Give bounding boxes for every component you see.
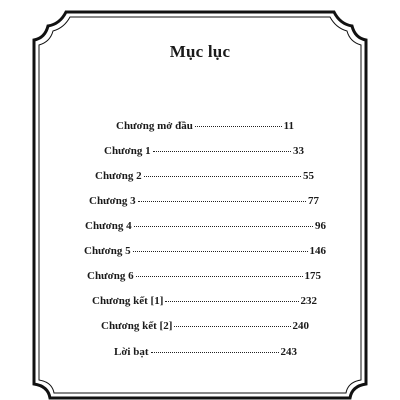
toc-entry-label: Chương mở đầu <box>116 120 193 132</box>
dot-leader <box>174 326 290 327</box>
toc-entry <box>116 120 294 132</box>
toc-entry-page: 240 <box>292 320 309 332</box>
toc-entry <box>104 145 304 157</box>
toc-entry-page: 146 <box>309 245 326 257</box>
toc-entry-page: 11 <box>283 120 294 132</box>
toc-entry-page: 33 <box>293 145 304 157</box>
dot-leader <box>144 176 301 177</box>
toc-entry <box>95 170 314 182</box>
toc-entry-label: Chương 1 <box>104 145 151 157</box>
dot-leader <box>136 276 303 277</box>
toc-entry-page: 55 <box>303 170 314 182</box>
dot-leader <box>151 352 279 353</box>
dot-leader <box>153 151 291 152</box>
toc-entry-label: Chương 6 <box>87 270 134 282</box>
dot-leader <box>138 201 306 202</box>
dot-leader <box>195 126 282 127</box>
toc-title: Mục lục <box>169 42 231 61</box>
toc-entry <box>101 320 309 332</box>
toc-entry-page: 96 <box>315 220 326 232</box>
toc-entry-page: 243 <box>280 346 297 358</box>
toc-entry-label: Chương 4 <box>85 220 132 232</box>
toc-entry-label: Chương kết [2] <box>101 320 173 332</box>
toc-entry <box>114 346 297 358</box>
toc-entry <box>89 195 319 207</box>
toc-entry-label: Lời bạt <box>114 346 149 358</box>
toc-entry-page: 232 <box>300 295 317 307</box>
dot-leader <box>165 301 298 302</box>
toc-entry-page: 175 <box>304 270 321 282</box>
toc-entry <box>85 220 326 232</box>
toc-entry-label: Chương 5 <box>84 245 131 257</box>
toc-entry-label: Chương 2 <box>95 170 142 182</box>
dot-leader <box>134 226 313 227</box>
toc-entry <box>92 295 317 307</box>
toc-entry <box>84 245 326 257</box>
toc-entry-label: Chương kết [1] <box>92 295 164 307</box>
toc-entry-page: 77 <box>308 195 319 207</box>
toc-entry-label: Chương 3 <box>89 195 136 207</box>
toc-entry <box>87 270 321 282</box>
dot-leader <box>133 251 308 252</box>
